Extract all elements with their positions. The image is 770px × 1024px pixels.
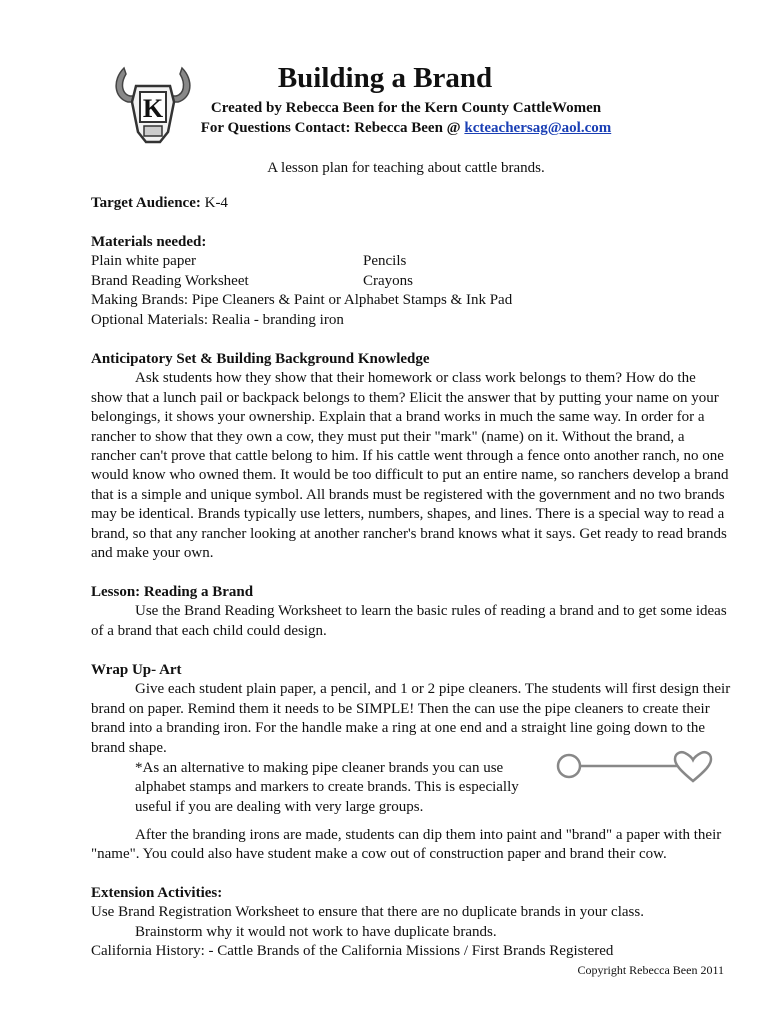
contact-prefix: For Questions Contact: Rebecca Been @: [200, 120, 465, 136]
page-title: Building a Brand: [277, 62, 493, 94]
material-item: Crayons: [363, 272, 413, 289]
lesson-section: [91, 583, 731, 641]
material-item: Brand Reading Worksheet: [91, 272, 249, 289]
contact-email-link[interactable]: kcteachersag@aol.com: [464, 120, 612, 136]
target-value: K-4: [200, 195, 228, 211]
lesson-text: Use the Brand Reading Worksheet to learn the basic rules of reading a brand and to get some ideas of a brand that each child could design.: [91, 603, 727, 639]
copyright: Copyright Rebecca Been 2011: [577, 963, 724, 977]
anticipatory-text: Ask students how they show that their homework or class work belongs to them? How do the show that a lunch pail or backpack belongs to them? Elicit the answer that by putting your name on your belongings, it shows your ownership. Explain that a brand works in much the same way. In order for a rancher to show that they own a cow, they must put their "mark" (name) on it. Without the brand, a rancher can't prove that cattle belong to him. If his cattle went through a fence onto another ranch, no one would know who owned them. It would be too difficult to put an entire name, so ranchers develop a brand that is a simple and unique symbol. All brands must be registered with the government and no two brands may be identical. Brands typically use letters, numbers, shapes, and lines. There is a special way to read a brand, so that any rancher looking at another rancher's brand knows what it says. Get ready to read brands and make your own.: [91, 370, 729, 562]
anticipatory-heading: Anticipatory Set & Building Background Knowledge: [91, 351, 430, 367]
extension-line: Brainstorm why it would not work to have duplicate brands.: [135, 923, 497, 940]
extension-heading: Extension Activities:: [91, 885, 223, 901]
material-item: Plain white paper: [91, 253, 196, 270]
wrapup-text: Give each student plain paper, a pencil, and 1 or 2 pipe cleaners. The students will first design their brand on paper. Remind them it needs to be SIMPLE! Then the can use the pipe cleaners to create their brand into a branding iron. For the handle make a ring at one end and a straight line going down to the brand shape.: [91, 681, 731, 756]
intro-line: A lesson plan for teaching about cattle brands.: [267, 160, 545, 176]
material-item: Optional Materials: Realia - branding iron: [91, 311, 344, 328]
anticipatory-section: [91, 350, 731, 563]
after-paragraph: After the branding irons are made, students can dip them into paint and "brand" a paper with their "name". You could also have student make a cow out of construction paper and brand their cow.: [91, 827, 722, 863]
materials-heading: Materials needed:: [91, 234, 207, 250]
lesson-heading: Lesson: Reading a Brand: [91, 584, 254, 600]
material-item: Making Brands: Pipe Cleaners & Paint or Alphabet Stamps & Ink Pad: [91, 292, 513, 309]
materials-row-1: [91, 252, 731, 271]
branding-iron-icon: [553, 749, 713, 785]
materials-section: [91, 233, 731, 330]
materials-row-2: [91, 272, 731, 291]
contact-line: [0, 118, 770, 138]
material-item: Pencils: [363, 253, 407, 270]
logo-letter: K: [142, 94, 164, 123]
extension-section: [91, 884, 731, 962]
created-by-line: Created by Rebecca Been for the Kern County CattleWomen: [210, 100, 602, 116]
target-audience: [91, 194, 731, 213]
extension-line: Use Brand Registration Worksheet to ensure that there are no duplicate brands in your class.: [91, 904, 644, 921]
wrapup-heading: Wrap Up- Art: [91, 662, 182, 678]
extension-line: California History: - Cattle Brands of the California Missions / First Brands Registered: [91, 943, 614, 960]
alternative-note: *As an alternative to making pipe cleaner brands you can use alphabet stamps and markers to create brands. This is especially useful if you are dealing with very large groups.: [135, 760, 519, 815]
wrapup-section: [91, 661, 731, 758]
target-label: Target Audience:: [91, 195, 201, 211]
after-text: [91, 826, 731, 865]
